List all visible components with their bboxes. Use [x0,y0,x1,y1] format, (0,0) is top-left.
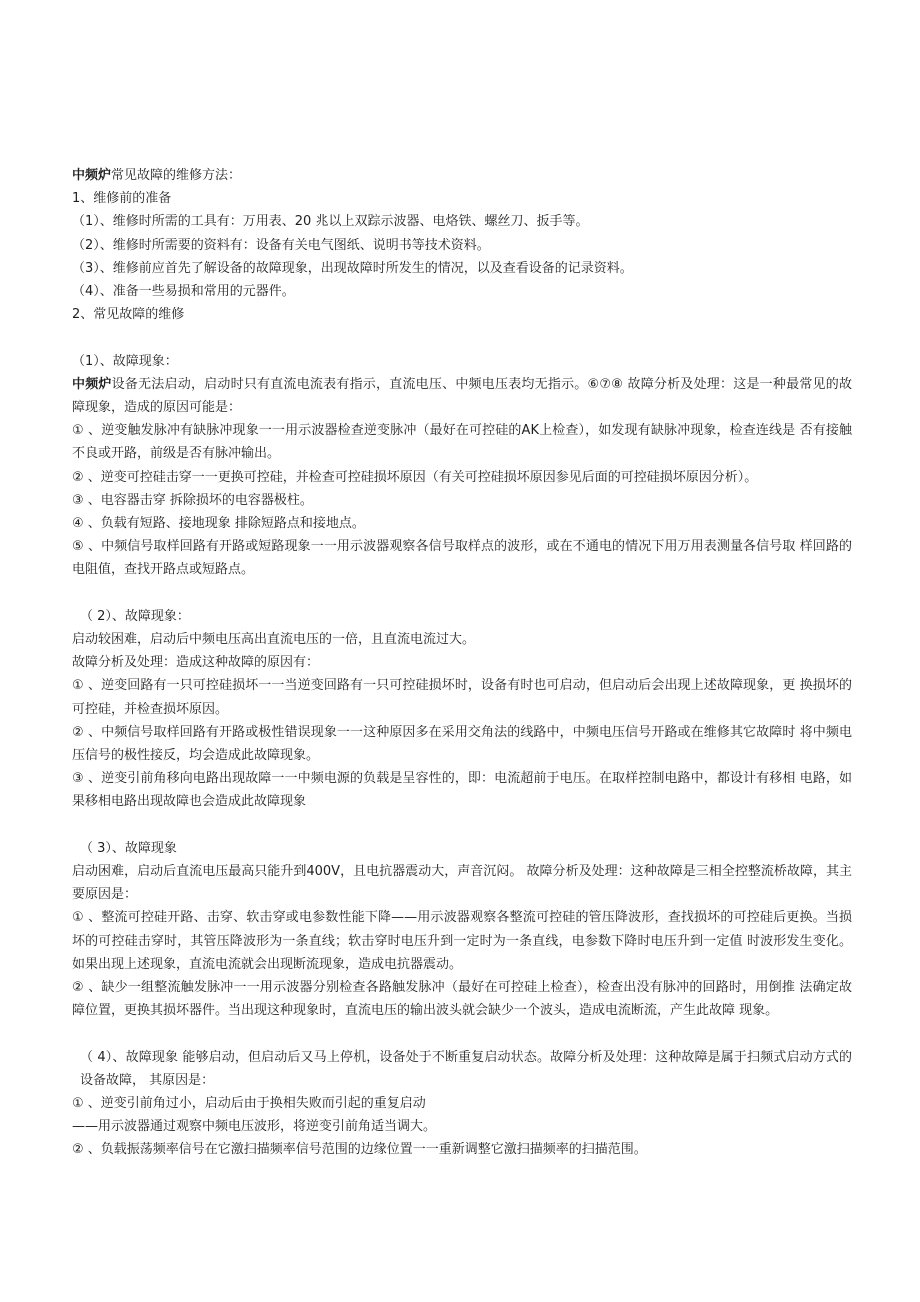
title-text: 常见故障的维修方法： [111,168,242,183]
fault3-item: ① 、整流可控硅开路、击穿、软击穿或电参数性能下降——用示波器观察各整流可控硅的管压降波形，查找损坏的可控硅后更换。当损坏的可控硅击穿时，其管压降波形为一条直线；软击穿时电压升到一定时为一条直线，电参数下降时电压升到一定值 时波形发生变化。如果出现上述现象，直流电流就会出现断流现象，造成电抗器震动。 [72,910,852,972]
spacer [72,326,852,349]
fault1-description-text: 设备无法启动，启动时只有直流电流表有指示，直流电压、中频电压表均无指示。⑥⑦⑧ 故障分析及处理：这是一种最常见的故障现象，造成的原因可能是： [72,376,852,416]
document-title [72,164,852,187]
section-heading-preparation: 1、维修前的准备 [72,191,172,207]
fault2-line: 故障分析及处理：造成这种故障的原因有： [72,655,320,671]
fault3-item: ② 、缺少一组整流触发脉冲一一用示波器分别检查各路触发脉冲（最好在可控硅上检查），检查出没有脉冲的回路时，用倒推 法确定故障位置，更换其损坏器件。当出现这种现象时，直流电压的输出波头就会缺少一个波头，造成电流断流，产生此故障 现象。 [72,980,852,1019]
fault2-item: ① 、逆变回路有一只可控硅损坏一一当逆变回路有一只可控硅损坏时，设备有时也可启动，但启动后会出现上述故障现象，更 换损坏的可控硅，并检查损坏原因。 [72,678,852,717]
fault1-item: ① 、逆变触发脉冲有缺脉冲现象一一用示波器检查逆变脉冲（最好在可控硅的AK上检查），如发现有缺脉冲现象，检查连线是 否有接触不良或开路，前级是否有脉冲输出。 [72,423,852,462]
fault1-description [72,373,852,419]
fault1-heading: （1）、故障现象： [72,353,178,369]
fault1-item: ③ 、电容器击穿 拆除损坏的电容器极柱。 [72,492,313,508]
spacer [72,814,852,837]
fault2-item: ② 、中频信号取样回路有开路或极性错误现象一一这种原因多在采用交角法的线路中，中频电压信号开路或在维修其它故障时 将中频电压信号的极性接反，均会造成此故障现象。 [72,724,852,764]
prep-item: （3）、维修前应首先了解设备的故障现象，出现故障时所发生的情况，以及查看设备的记录资料。 [72,260,633,276]
prep-item: （1）、维修时所需的工具有：万用表、20 兆以上双踪示波器、电烙铁、螺丝刀、扳手等。 [72,214,589,230]
title-keyword: 中频炉 [72,168,112,183]
document-body [72,164,852,1162]
spacer [72,1022,852,1045]
fault4-line: ——用示波器通过观察中频电压波形，将逆变引前角适当调大。 [72,1119,437,1135]
fault4-heading: （ 4）、故障现象 能够启动，但启动后又马上停机，设备处于不断重复启动状态。故障分析及处理：这种故障是属于扫频式启动方式的设备故障， 其原因是： [80,1049,852,1088]
fault4-line: ② 、负载振荡频率信号在它激扫描频率信号范围的边缘位置一一重新调整它激扫描频率的扫描范围。 [72,1142,647,1158]
fault1-item: ② 、逆变可控硅击穿一一更换可控硅，并检查可控硅损坏原因（有关可控硅损坏原因参见后面的可控硅损坏原因分析）。 [72,469,758,485]
prep-item: （4）、准备一些易损和常用的元器件。 [72,284,295,300]
fault3-heading: （ 3）、故障现象 [80,840,177,856]
fault1-keyword: 中频炉 [72,376,112,392]
section-heading-common-faults: 2、常见故障的维修 [72,307,185,323]
fault2-heading: （ 2）、故障现象： [80,608,190,624]
fault2-item: ③ 、逆变引前角移向电路出现故障一一中频电源的负载是呈容性的，即：电流超前于电压。在取样控制电路中，都设计有移相 电路，如果移相电路出现故障也会造成此故障现象 [72,771,852,810]
fault2-line: 启动较困难，启动后中频电压高出直流电压的一倍，且直流电流过大。 [72,632,476,648]
fault1-item: ④ 、负载有短路、接地现象 排除短路点和接地点。 [72,516,365,532]
fault4-line: ① 、逆变引前角过小，启动后由于换相失败而引起的重复启动 [72,1096,426,1112]
fault3-description: 启动困难，启动后直流电压最高只能升到400V，且电抗器震动大，声音沉闷。 故障分析及处理：这种故障是三相全控整流桥故障，其主要原因是： [72,864,852,903]
fault1-item: ⑤ 、中频信号取样回路有开路或短路现象一一用示波器观察各信号取样点的波形，或在不通电的情况下用万用表测量各信号取 样回路的电阻值，查找开路点或短路点。 [72,539,852,578]
prep-item: （2）、维修时所需要的资料有：设备有关电气图纸、说明书等技术资料。 [72,237,490,253]
spacer [72,582,852,605]
